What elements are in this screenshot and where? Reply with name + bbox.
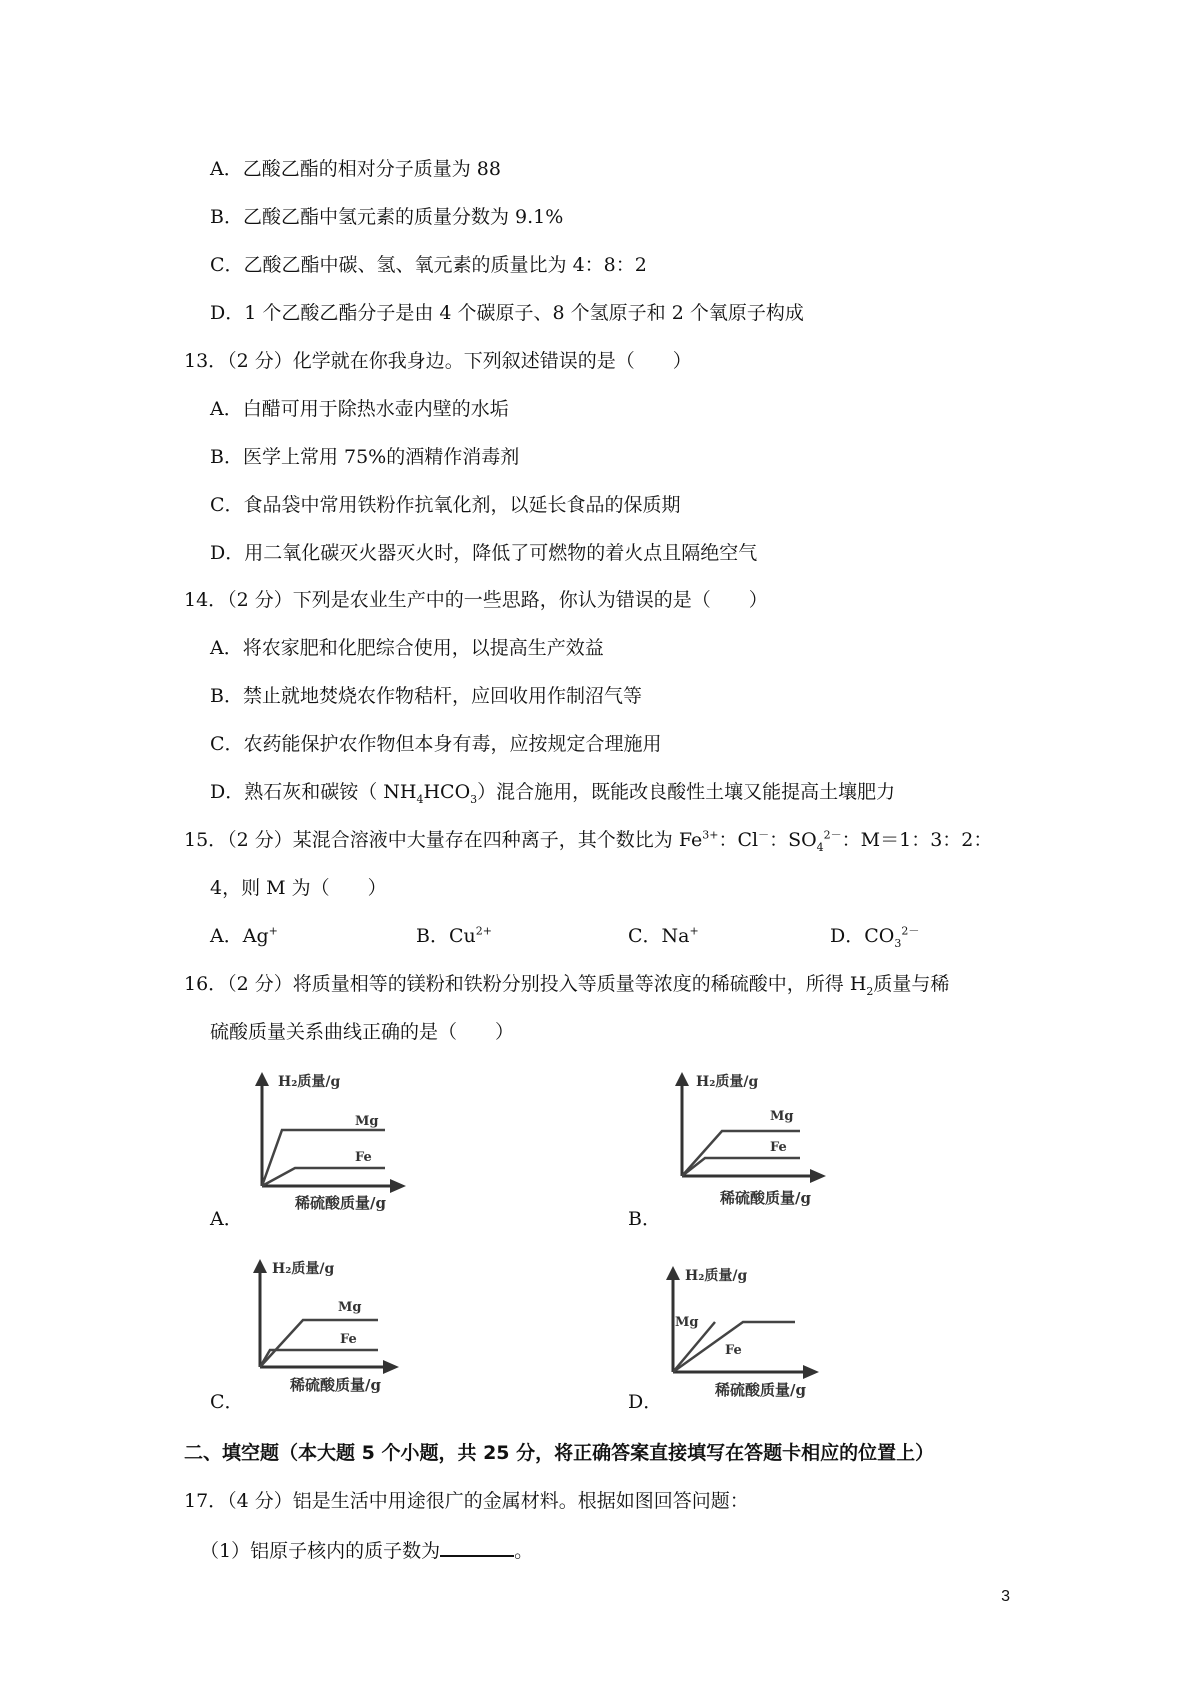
graph-a-xlabel: 稀硫酸质量/g (295, 1194, 386, 1212)
q12-option-a: A．乙酸乙酯的相对分子质量为 88 (210, 158, 501, 180)
q14-option-b: B．禁止就地焚烧农作物秸杆，应回收用作制沼气等 (210, 685, 642, 707)
graph-d-ylabel: H₂质量/g (685, 1268, 748, 1284)
graph-d-xlabel: 稀硫酸质量/g (715, 1381, 806, 1399)
graph-b-mg-label: Mg (770, 1109, 794, 1124)
graph-d (665, 1262, 845, 1401)
graph-c-ylabel: H₂质量/g (272, 1261, 335, 1277)
q17-answer-blank (440, 1537, 514, 1557)
graph-a (250, 1068, 430, 1217)
q13-option-c: C．食品袋中常用铁粉作抗氧化剂，以延长食品的保质期 (210, 494, 681, 516)
graph-c (248, 1255, 428, 1399)
page-number: 3 (1001, 1588, 1010, 1605)
graph-a-fe-label: Fe (355, 1150, 372, 1165)
graph-c-label: C． (210, 1391, 244, 1413)
q15-option-c: C．Na+ (628, 924, 699, 947)
section-2-heading: 二、填空题（本大题 5 个小题，共 25 分，将正确答案直接填写在答题卡相应的位置上） (184, 1442, 935, 1464)
q17-sub1: （1）铝原子核内的质子数为 。 (200, 1537, 533, 1563)
graph-a-ylabel: H₂质量/g (278, 1074, 341, 1090)
graph-c-mg-curve (260, 1320, 378, 1367)
graph-b-fe-label: Fe (770, 1140, 787, 1155)
q13-option-d: D．用二氧化碳灭火器灭火时，降低了可燃物的着火点且隔绝空气 (210, 542, 758, 564)
q13-stem: 13．（2 分）化学就在你我身边。下列叙述错误的是（ ） (184, 350, 692, 372)
graph-c-mg-label: Mg (338, 1300, 362, 1315)
graph-d-label: D． (628, 1391, 663, 1413)
q15-option-d: D．$CO_3^{2-}$ (830, 924, 920, 950)
graph-c-fe-label: Fe (340, 1332, 357, 1347)
graph-b-ylabel: H₂质量/g (696, 1074, 759, 1090)
q13-option-a: A．白醋可用于除热水壶内壁的水垢 (210, 398, 509, 420)
graph-b-label: B． (628, 1208, 661, 1230)
graph-c-fe-curve (260, 1350, 378, 1367)
graph-d-fe-label: Fe (725, 1343, 742, 1358)
graph-a-fe-curve (262, 1168, 385, 1186)
graph-b-xlabel: 稀硫酸质量/g (720, 1189, 811, 1207)
q12-option-d: D．1 个乙酸乙酯分子是由 4 个碳原子、8 个氢原子和 2 个氧原子构成 (210, 302, 804, 324)
graph-a-label: A． (210, 1208, 243, 1230)
q12-option-b: B．乙酸乙酯中氢元素的质量分数为 9.1% (210, 206, 564, 228)
q14-stem: 14．（2 分）下列是农业生产中的一些思路，你认为错误的是（ ） (184, 589, 768, 611)
q13-option-b: B．医学上常用 75%的酒精作消毒剂 (210, 446, 520, 468)
q15-option-b: B．$Cu^{2+}$ (416, 924, 492, 947)
q14-option-d: D．熟石灰和碳铵（ $NH_4HCO_3$）混合施用，既能改良酸性土壤又能提高土壤肥力 (210, 781, 896, 806)
graph-b-fe-curve (682, 1158, 800, 1176)
q15-stem-line2: 4，则 M 为（ ） (210, 877, 387, 899)
graph-b (670, 1068, 850, 1217)
graph-c-xlabel: 稀硫酸质量/g (290, 1376, 381, 1394)
q16-stem: 16．（2 分）将质量相等的镁粉和铁粉分别投入等质量等浓度的稀硫酸中，所得 $H_2$质量与稀 (184, 973, 950, 998)
q17-stem: 17．（4 分）铝是生活中用途很广的金属材料。根据如图回答问题： (184, 1490, 749, 1512)
q14-option-a: A．将农家肥和化肥综合使用，以提高生产效益 (210, 637, 604, 659)
q12-option-c: C．乙酸乙酯中碳、氢、氧元素的质量比为 4：8：2 (210, 254, 647, 276)
q15-option-a: A．Ag+ (210, 924, 278, 947)
graph-a-mg-label: Mg (355, 1114, 379, 1129)
q16-stem-line2: 硫酸质量关系曲线正确的是（ ） (210, 1021, 515, 1043)
q14-option-c: C．农药能保护农作物但本身有毒，应按规定合理施用 (210, 733, 662, 755)
q15-stem: 15．（2 分）某混合溶液中大量存在四种离子，其个数比为 $Fe^{3+}$：Cl－：$SO_4^{2-}$：M＝1：3：2： (184, 828, 993, 854)
graph-d-mg-label: Mg (675, 1315, 699, 1330)
